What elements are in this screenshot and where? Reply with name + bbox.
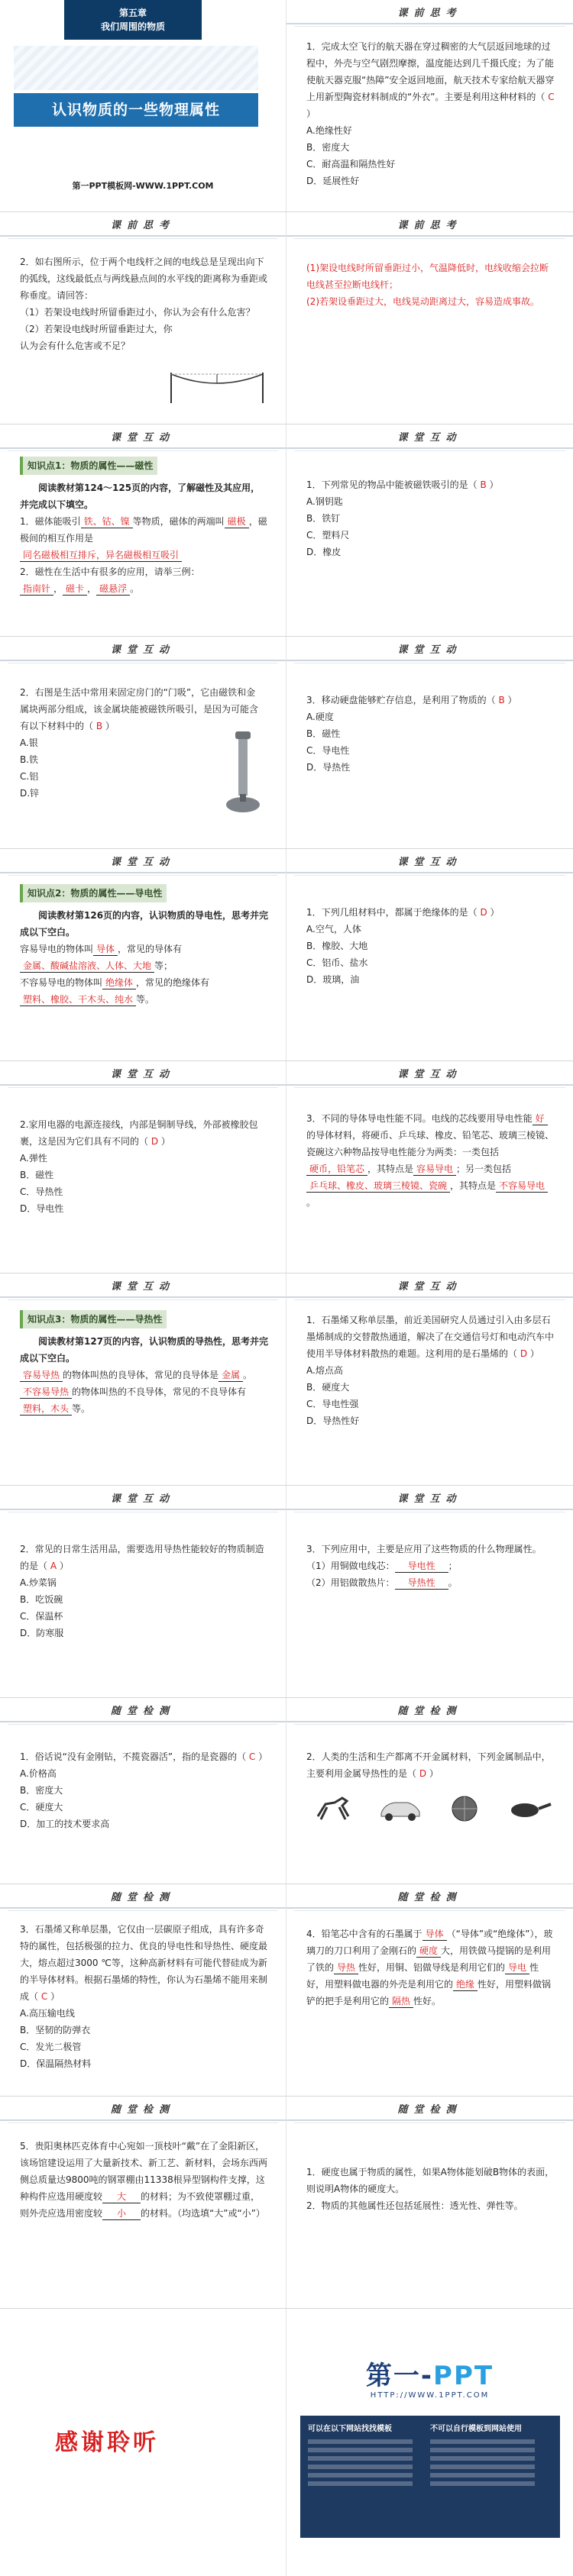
slide-header: 课堂互动 — [0, 1061, 286, 1086]
answer-1: (1)架设电线时所留垂距过小，气温降低时，电线收缩会拉断电线甚至拉断电线杆； — [306, 263, 549, 290]
slide-kp1 — [0, 424, 286, 636]
info-heading-2: 不可以自行模板到网站使用 — [430, 2425, 522, 2433]
option-d: D．橡皮 — [306, 547, 342, 557]
brand-logo: 第一-PPT — [365, 2361, 494, 2391]
question-text: 2．人类的生活和生产都离不开金属材料，下列金属制品中，主要利用金属导热性的是（ — [306, 1751, 551, 1779]
question-end: ） — [306, 108, 316, 119]
answer-letter: B — [498, 695, 505, 705]
option-a: A.银 — [20, 738, 38, 748]
slide-q2 — [0, 212, 286, 424]
blank-answer: 隔热 — [389, 1995, 413, 2008]
question-body — [286, 661, 573, 776]
question-body — [286, 449, 573, 560]
blank-answer: 小 — [102, 2207, 141, 2220]
slide-row-11 — [0, 2097, 573, 2309]
option-d: D．延展性好 — [306, 176, 360, 186]
question-text: 1．下列常见的物品中能被磁铁吸引的是（ — [306, 479, 478, 490]
blank-answer: 导热 — [334, 1961, 358, 1974]
option-c: C．铝币、盐水 — [306, 957, 368, 968]
option-d: D．导热性 — [306, 762, 351, 773]
question-text: 2．常见的日常生活用品，需要选用导热性能较好的物质制造的是（ — [20, 1544, 264, 1571]
slide-main-title: 认识物质的一些物理属性 — [14, 93, 258, 127]
option-b: B．密度大 — [20, 1785, 63, 1796]
fill-text: ，常见的绝缘体有 — [136, 977, 210, 988]
slide-title — [0, 0, 286, 211]
question-text: 3．下列应用中，主要是应用了这些物质的什么物理属性。 — [306, 1544, 542, 1554]
site-credit: 第一PPT模板网-WWW.1PPT.COM — [72, 181, 214, 191]
fill-text: （1）用铜做电线芯： — [306, 1561, 395, 1571]
option-d: D．防寒服 — [20, 1628, 64, 1638]
fill-text: 不容易导电的物体叫 — [20, 977, 103, 988]
question-body — [0, 2121, 286, 2222]
slide-ex3 — [286, 637, 573, 848]
blank-answer: 大 — [102, 2190, 141, 2203]
slide-header: 课堂互动 — [286, 1273, 573, 1298]
option-d: D．导电性 — [20, 1203, 64, 1214]
question-body — [286, 873, 573, 988]
question-body — [286, 1298, 573, 1429]
brand-url: HTTP://WWW.1PPT.COM — [370, 2391, 490, 2400]
blank-answer: 磁卡 — [63, 583, 87, 596]
slide-header: 课堂互动 — [286, 849, 573, 873]
option-a: A.弹性 — [20, 1153, 47, 1164]
slide-kp2 — [0, 849, 286, 1060]
blank-answer: 乒乓球、橡皮、玻璃三棱镜、瓷碗 — [306, 1180, 450, 1193]
fill-text: 等物质，磁体的两端叫 — [132, 516, 225, 527]
slide-header: 课前思考 — [286, 212, 573, 237]
option-a: A.价格高 — [20, 1768, 57, 1779]
question-text: 1．石墨烯又称单层墨，前近美国研究人员通过引入由多层石墨烯制成的交替散热通道，解决了在交通信号灯和电动汽车中使用半导体材料散热的难题。这利用的是石墨烯的（ — [306, 1315, 555, 1359]
blank-answer: 指南针 — [20, 583, 53, 596]
slide-header: 课堂互动 — [286, 424, 573, 449]
answer-letter: C — [548, 92, 555, 102]
option-b: B．密度大 — [306, 142, 350, 153]
slide-credits — [286, 2309, 573, 2576]
fill-text: 容易导电的物体叫 — [20, 944, 94, 954]
fill-text: 的材料；为不致使罩棚过重，则外壳应选用密度较 — [20, 2191, 261, 2219]
slide-header: 随堂检测 — [286, 2097, 573, 2121]
slide-header: 课堂互动 — [286, 637, 573, 661]
slide-thanks — [0, 2309, 286, 2576]
kp-body — [0, 873, 286, 1008]
answer-letter: C — [248, 1751, 256, 1762]
answer-letter: D — [520, 1348, 528, 1359]
slide-header: 课前思考 — [0, 212, 286, 237]
option-c: C．导电性 — [306, 745, 350, 756]
blank-answer: 容易导电 — [413, 1163, 456, 1176]
fill-text: （2）用铝做散热片： — [306, 1577, 395, 1588]
blank-answer: 不容易导电 — [496, 1180, 548, 1193]
answer-letter: A — [50, 1561, 57, 1571]
option-b: B.铁 — [20, 754, 39, 765]
fill-text: 性好，用铜、铝做导线是利用它们的 — [358, 1962, 506, 1973]
fill-text: （“导体”或“绝缘体”），玻璃刀的刀口利用了金刚石的 — [306, 1929, 553, 1956]
option-d: D．导热性好 — [306, 1416, 360, 1426]
slide-check5 — [0, 2097, 286, 2308]
globe-icon — [442, 1793, 487, 1824]
blank-answer: 塑料、橡胶、干木头、纯水 — [20, 993, 136, 1006]
option-a: A.钢钥匙 — [306, 496, 343, 507]
fill-text: 2．磁性在生活中有很多的应用，请举三例： — [20, 567, 200, 577]
fill-text: 。 — [243, 1370, 253, 1380]
option-b: B．硬度大 — [306, 1382, 350, 1393]
chapter-sub: 我们周围的物质 — [100, 21, 165, 32]
blank-answer: 导电性 — [395, 1560, 448, 1573]
answer-letter: D — [419, 1768, 427, 1779]
answer-letter: B — [96, 721, 103, 731]
slide-ex1 — [286, 424, 573, 636]
fill-text: 的物体叫热的良导体，常见的良导体是 — [63, 1370, 219, 1380]
blank-answer: 绝缘体 — [102, 976, 136, 989]
option-b: B．铁钉 — [306, 513, 341, 524]
horse-icon — [312, 1793, 358, 1824]
knowledge-point-label: 知识点2：物质的属性——导电性 — [20, 884, 167, 902]
question-text: 1．完成太空飞行的航天器在穿过稠密的大气层返回地球的过程中，外壳与空气剧烈摩擦，温度能达到几千摄氏度；为了能使航天器克服“热障”安全返回地面，航天技术专家给航天器穿上用新型陶瓷材料制成的“外衣”。主要是利用这种材料的（ — [306, 41, 555, 102]
answer-letter: C — [40, 1991, 48, 2002]
question-body — [286, 1086, 573, 1211]
option-d: D．加工的技术要求高 — [20, 1819, 110, 1829]
option-a: A.高压输电线 — [20, 2008, 75, 2019]
question-body — [0, 1086, 286, 1217]
slide-row-2 — [0, 212, 573, 424]
chapter-box — [64, 0, 202, 40]
car-icon — [377, 1793, 422, 1824]
slide-row-1 — [0, 0, 573, 212]
blank-answer: 导体 — [93, 943, 118, 956]
kp-body — [0, 1298, 286, 1417]
option-c: C．导电性强 — [306, 1399, 359, 1409]
summary-point-2: 2．物质的其他属性还包括延展性：透光性、弹性等。 — [306, 2200, 523, 2211]
question-body — [286, 1909, 573, 2009]
option-c: C．塑料尺 — [306, 530, 350, 541]
fill-text: 5．贵阳奥林匹克体育中心宛如一顶枝叶“戴”在了金阳新区，该场馆建设运用了大量新技术、新工艺、新材料，会场东西两侧总质量达9800吨的钢罩棚由11338根异型钢构件支撑，这种构件应选用硬度较 — [20, 2141, 268, 2202]
fill-text: ，其特点是 — [450, 1180, 497, 1191]
question-end: ） — [50, 1991, 60, 2002]
slide-row-8 — [0, 1486, 573, 1698]
question-end: ） — [258, 1751, 268, 1762]
metal-products-row — [302, 1790, 562, 1828]
fill-text: 4．铅笔芯中含有的石墨属于 — [306, 1929, 422, 1939]
slide-row-6 — [0, 1061, 573, 1273]
slide-ex8 — [0, 1486, 286, 1697]
blank-answer: 硬币，铅笔芯 — [306, 1163, 367, 1176]
power-line-figure — [163, 366, 270, 405]
fill-text: 。 — [306, 1197, 316, 1208]
kp-body: 知识点1：物质的属性——磁性 阅读教材第124～125页的内容，了解磁性及其应用，并完成以下填空。 1．磁体能吸引 铁、钴、镍 等物质，磁体的两端叫 磁极 ，磁极间的相互作用是 同名磁极相互排斥，异名磁极相互吸引 2．磁性在生活中有很多的应用，请举三例： 指南针 ， 磁卡 ， 磁悬浮 。 — [0, 449, 286, 597]
fill-text: 1．磁体能吸引 — [20, 516, 81, 527]
thanks-text: 感谢聆听 — [55, 2429, 159, 2456]
slide-header: 课堂互动 — [0, 1273, 286, 1298]
fill-text: 3．不同的导体导电性能不同。电线的芯线要用导电性能 — [306, 1113, 533, 1124]
slide-row-7 — [0, 1273, 573, 1486]
slide-header: 课堂互动 — [286, 1061, 573, 1086]
question-text: 1．俗话说“没有金刚钻，不揽瓷器活”，指的是瓷器的（ — [20, 1751, 247, 1762]
blank-answer: 好 — [533, 1112, 548, 1125]
option-a: A.炒菜锅 — [20, 1577, 57, 1588]
question-text: 1．下列几组材料中，都属于绝缘体的是（ — [306, 907, 478, 918]
blank-answer: 铁、钴、镍 — [81, 515, 133, 528]
question-body — [0, 1909, 286, 2072]
slide-ex6 — [286, 1061, 573, 1273]
fill-text: 大，用铁做马提锅的是利用了铁的 — [306, 1945, 552, 1973]
option-c: C．导热性 — [20, 1186, 63, 1197]
option-a: A.熔点高 — [306, 1365, 343, 1376]
option-d: D.锌 — [20, 788, 40, 799]
blank-answer: 硬度 — [416, 1945, 441, 1958]
summary-body — [286, 2121, 573, 2214]
fill-text: ，磁极间的相互作用是 — [20, 516, 267, 544]
answer-2: (2)若架设垂距过大，电线晃动距离过大，容易造成事故。 — [306, 296, 540, 307]
option-b: B．磁性 — [306, 728, 341, 739]
question-part-2: （2）若架设电线时所留垂距过大，你认为会有什么危害或不足？ — [20, 324, 173, 351]
fill-text: ，其特点是 — [367, 1164, 414, 1174]
knowledge-point-label: 知识点3：物质的属性——导热性 — [20, 1310, 167, 1328]
blank-answer: 导体 — [422, 1928, 447, 1941]
knowledge-point-label: 知识点1：物质的属性——磁性 — [20, 457, 157, 475]
credits-panel — [286, 2309, 573, 2576]
summary-point-1: 1．硬度也属于物质的属性，如果A物体能划破B物体的表面，则说明A物体的硬度大。 — [306, 2167, 555, 2194]
slide-a2 — [286, 212, 573, 424]
blank-answer: 不容易导热 — [20, 1386, 72, 1399]
reading-instruction: 阅读教材第124～125页的内容，了解磁性及其应用，并完成以下填空。 — [20, 483, 261, 510]
pan-icon — [507, 1793, 552, 1824]
option-a: A.空气，人体 — [306, 924, 361, 935]
option-b: B．磁性 — [20, 1170, 54, 1180]
option-d: D．玻璃，油 — [306, 974, 360, 985]
slide-row-12 — [0, 2309, 573, 2576]
slide-row-3 — [0, 424, 573, 637]
question-text: 2.家用电器的电源连接线，内部是铜制导线，外部被橡胶包裹，这是因为它们具有不同的（ — [20, 1119, 258, 1147]
option-c: C．发光二极管 — [20, 2042, 82, 2052]
slide-header: 随堂检测 — [0, 2097, 286, 2121]
slide-header: 课堂互动 — [0, 424, 286, 449]
option-c: C．耐高温和隔热性好 — [306, 159, 396, 169]
banner-decoration — [14, 46, 258, 90]
option-b: B．橡胶、大地 — [306, 941, 368, 951]
reading-instruction: 阅读教材第126页的内容，认识物质的导电性，思考并完成以下空白。 — [20, 910, 269, 938]
fill-text: 等。 — [72, 1403, 91, 1414]
question-text: 2．如右图所示，位于两个电线杆之间的电线总是呈现出向下的弧线，这线最低点与两线悬点间的水平线的距离称为垂距或称垂度。请回答： — [20, 257, 268, 301]
slide-check2 — [286, 1698, 573, 1884]
slide-check1 — [0, 1698, 286, 1884]
blank-answer: 导电 — [505, 1961, 529, 1974]
fill-text: 的导体材料，将硬币、乒乓球、橡皮、铅笔芯、玻璃三棱镜、瓷碗这六种物品按导电性能分为两类：一类包括 — [306, 1130, 555, 1157]
question-end: ） — [490, 907, 500, 918]
slide-summary — [286, 2097, 573, 2308]
info-column-2 — [430, 2422, 552, 2532]
slide-header: 课堂互动 — [0, 637, 286, 661]
option-d: D．保温隔热材料 — [20, 2058, 92, 2069]
slide-header: 课堂互动 — [286, 1486, 573, 1510]
door-stopper-image — [222, 728, 264, 820]
slide-check3 — [0, 1884, 286, 2096]
question-end: ） — [429, 1768, 439, 1779]
question-end: ） — [59, 1561, 69, 1571]
blank-answer: 绝缘 — [453, 1978, 478, 1991]
slide-kp3 — [0, 1273, 286, 1485]
slide-q1 — [286, 0, 573, 211]
chapter-label: 第五章 — [118, 8, 147, 18]
blank-answer: 同名磁极相互排斥，异名磁极相互吸引 — [20, 549, 182, 562]
blank-answer: 塑料，木头 — [20, 1403, 72, 1416]
slide-ex2 — [0, 637, 286, 848]
question-end: ） — [105, 721, 115, 731]
info-heading-1: 可以在以下网站找找模板 — [308, 2425, 392, 2433]
option-a: A.硬度 — [306, 712, 334, 722]
fill-text: 的物体叫热的不良导体，常见的不良导体有 — [72, 1386, 247, 1397]
blank-answer: 金属 — [219, 1369, 243, 1382]
question-body — [0, 1722, 286, 1832]
reading-instruction: 阅读教材第127页的内容，认识物质的导热性，思考并完成以下空白。 — [20, 1336, 269, 1364]
fill-text: 性好，用塑料做锅铲的把手是利用它的 — [306, 1979, 552, 2006]
question-text: 3．移动硬盘能够贮存信息，是利用了物质的（ — [306, 695, 496, 705]
question-text: 2．右图是生活中常用来固定房门的“门吸”，它由磁铁和金属块两部分组成，该金属块能被磁铁所吸引，是因为可能含有以下材料中的（ — [20, 687, 259, 731]
question-part-1: （1）若架设电线时所留垂距过小，你认为会有什么危害？ — [20, 307, 255, 318]
logo-part-a: 第一 — [365, 2361, 421, 2391]
slide-header: 随堂检测 — [286, 1884, 573, 1909]
blank-answer: 磁悬浮 — [96, 583, 130, 596]
question-end: ） — [160, 1136, 170, 1147]
slide-header: 随堂检测 — [0, 1884, 286, 1909]
question-end: ） — [507, 695, 517, 705]
fill-text: 性好，用塑料做电器的外壳是利用它的 — [306, 1962, 539, 1990]
question-body — [286, 24, 573, 189]
slide-header: 随堂检测 — [0, 1698, 286, 1722]
question-body — [286, 1722, 573, 1782]
info-panel — [300, 2416, 560, 2538]
slide-row-9 — [0, 1698, 573, 1884]
answer-body — [286, 237, 573, 310]
slide-header: 课前思考 — [286, 0, 573, 24]
option-a: A.绝缘性好 — [306, 125, 352, 136]
blank-answer: 导热性 — [395, 1577, 448, 1590]
fill-text: ，常见的导体有 — [118, 944, 183, 954]
option-b: B．坚韧的防弹衣 — [20, 2025, 91, 2035]
fill-text: 等； — [154, 960, 173, 971]
option-c: C．硬度大 — [20, 1802, 63, 1813]
question-body — [0, 237, 286, 354]
question-end: ） — [529, 1348, 539, 1359]
question-body — [0, 1510, 286, 1641]
answer-letter: D — [480, 907, 487, 918]
option-c: C.铝 — [20, 771, 39, 782]
question-text: 3．石墨烯又称单层墨，它仅由一层碳原子组成，具有许多奇特的属性，包括极强的拉力、优良的导电性和导热性、硬度最大，熔点超过3000 ℃等，这种高新材料有可能代替硅成为新的半导体材料。根据石墨烯的特性，你认为石墨烯不能用来制成（ — [20, 1924, 268, 2002]
slide-ex7 — [286, 1273, 573, 1485]
question-end: ） — [489, 479, 499, 490]
option-b: B．吃饭碗 — [20, 1594, 63, 1605]
slide-row-5 — [0, 849, 573, 1061]
slide-check4 — [286, 1884, 573, 2096]
slide-ex9 — [286, 1486, 573, 1697]
fill-text: 等。 — [136, 994, 155, 1005]
question-body: 3．下列应用中，主要是应用了这些物质的什么物理属性。 （1）用铜做电线芯： 导电性 ； （2）用铝做散热片： 导热性 。 — [286, 1510, 573, 1591]
info-column-1 — [308, 2422, 430, 2532]
slide-header: 随堂检测 — [286, 1698, 573, 1722]
answer-letter: D — [151, 1136, 159, 1147]
option-c: C．保温杯 — [20, 1611, 63, 1622]
answer-letter: B — [480, 479, 487, 490]
fill-text: 性好。 — [413, 1996, 442, 2006]
slide-ex4 — [286, 849, 573, 1060]
fill-text: ；另一类包括 — [456, 1164, 512, 1174]
blank-answer: 磁极 — [225, 515, 249, 528]
slide-row-4 — [0, 637, 573, 849]
blank-answer: 容易导热 — [20, 1369, 63, 1382]
slide-header: 课堂互动 — [0, 849, 286, 873]
slide-ex5 — [0, 1061, 286, 1273]
slide-row-10 — [0, 1884, 573, 2097]
slide-header: 课堂互动 — [0, 1486, 286, 1510]
logo-part-b: PPT — [433, 2361, 494, 2391]
fill-text: 的材料。（均选填“大”或“小”） — [141, 2208, 265, 2219]
blank-answer: 金属、酸碱盐溶液、人体、大地 — [20, 960, 154, 973]
